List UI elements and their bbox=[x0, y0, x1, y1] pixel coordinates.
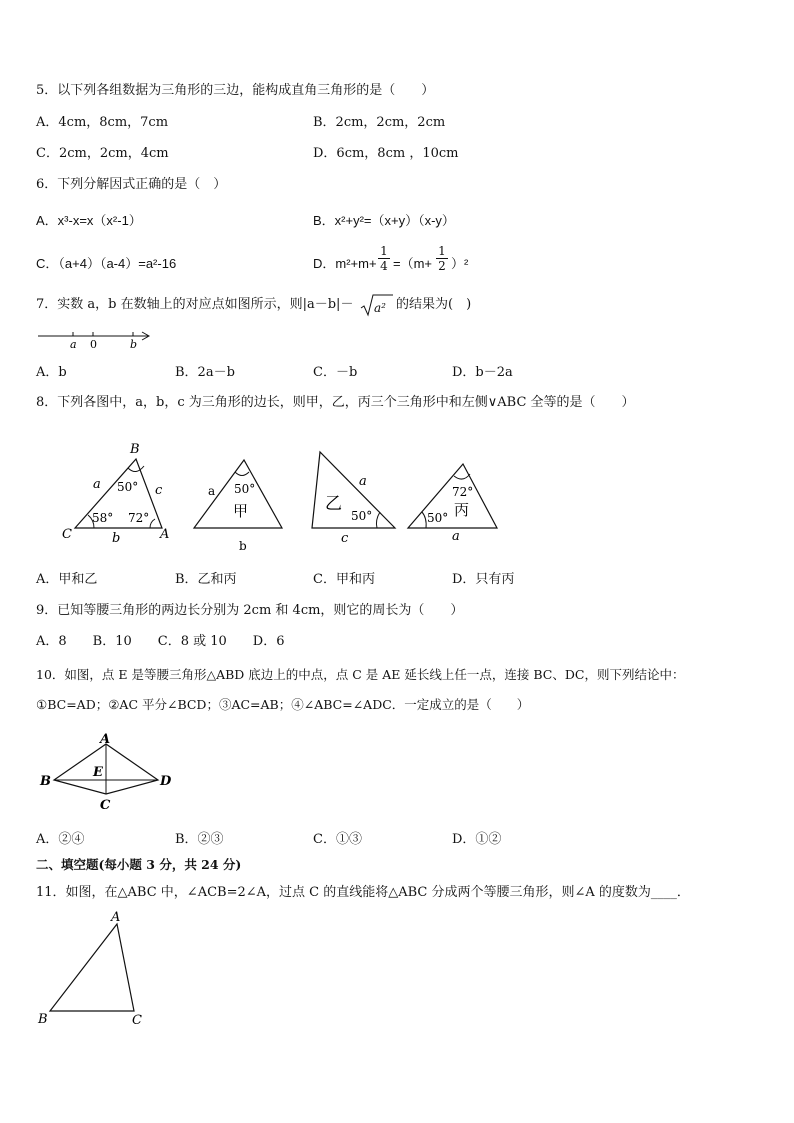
q7-option-c: C．－b bbox=[313, 365, 358, 380]
fraction-numerator: 1 bbox=[438, 244, 446, 258]
triangle-yi bbox=[312, 452, 395, 546]
point-d: D bbox=[160, 774, 172, 789]
bing-label: 丙 bbox=[454, 501, 470, 519]
point-c: C bbox=[132, 1013, 142, 1028]
fraction-numerator: 1 bbox=[380, 244, 388, 258]
yi-side-c: c bbox=[341, 531, 349, 546]
q6-option-a: A．x³-x=x（x²-1） bbox=[36, 213, 142, 228]
q6-stem: 6．下列分解因式正确的是（ ） bbox=[36, 177, 227, 192]
q10-option-b: B．②③ bbox=[175, 832, 224, 847]
side-b: b bbox=[112, 531, 121, 546]
angle-c: 58° bbox=[92, 511, 114, 525]
q6-option-d-prefix: D．m²+m+ bbox=[313, 256, 377, 271]
jia-angle: 50° bbox=[234, 482, 256, 496]
point-b: B bbox=[40, 774, 51, 789]
q10-stem: 10．如图，点 E 是等腰三角形△ABD 底边上的中点，点 C 是 AE 延长线上任一点，连接 BC、DC，则下列结论中： bbox=[36, 667, 685, 682]
q6-option-c: C．（a+4）（a-4）=a²-16 bbox=[36, 256, 177, 271]
section-title-fill-in: 二、填空题(每小题 3 分，共 24 分) bbox=[36, 857, 242, 872]
q5-option-d: D．6cm，8cm ，10cm bbox=[313, 146, 459, 161]
fraction-denominator: 2 bbox=[436, 258, 448, 273]
q5-option-a: A．4cm，8cm，7cm bbox=[36, 115, 169, 130]
q11-stem: 11．如图，在△ABC 中，∠ACB=2∠A，过点 C 的直线能将△ABC 分成两个等腰三角形，则∠A 的度数为____． bbox=[36, 885, 690, 900]
vertex-c: C bbox=[62, 527, 72, 542]
bing-angle-left: 50° bbox=[427, 511, 449, 525]
triangle-jia bbox=[194, 460, 282, 553]
q6-option-b: B．x²+y²=（x+y）（x-y） bbox=[313, 213, 455, 228]
q7-sqrt-body: a² bbox=[374, 301, 386, 315]
point-e: E bbox=[93, 765, 103, 780]
jia-side-a: a bbox=[208, 484, 216, 498]
point-b: B bbox=[38, 1012, 48, 1027]
bing-angle-top: 72° bbox=[452, 485, 474, 499]
point-a: A bbox=[100, 732, 111, 747]
number-line bbox=[36, 328, 156, 352]
bing-side-a: a bbox=[452, 529, 460, 544]
fraction-denominator: 4 bbox=[378, 258, 390, 273]
q9-options: A．8 B．10 C．8 或 10 D．6 bbox=[36, 634, 285, 649]
q7-option-b: B．2a－b bbox=[175, 365, 235, 380]
axis-label-b: b bbox=[130, 338, 138, 351]
axis-label-zero: 0 bbox=[90, 338, 97, 351]
q6-fraction-half bbox=[436, 244, 448, 273]
jia-label: 甲 bbox=[233, 502, 249, 520]
q8-option-b: B．乙和丙 bbox=[175, 572, 237, 587]
vertex-a: A bbox=[160, 527, 170, 542]
q6-fraction-quarter bbox=[378, 244, 390, 273]
q5-option-c: C．2cm，2cm，4cm bbox=[36, 146, 169, 161]
q8-option-a: A．甲和乙 bbox=[36, 572, 98, 587]
point-a: A bbox=[111, 910, 121, 925]
q7-stem-part1: 7．实数 a，b 在数轴上的对应点如图所示，则|a－b|－ bbox=[36, 297, 354, 312]
angle-a: 72° bbox=[128, 511, 150, 525]
q8-triangles-figure bbox=[50, 436, 510, 556]
q10-option-c: C．①③ bbox=[313, 832, 362, 847]
q9-stem: 9．已知等腰三角形的两边长分别为 2cm 和 4cm，则它的周长为（ ） bbox=[36, 603, 464, 618]
q8-option-d: D．只有丙 bbox=[452, 572, 515, 587]
side-c: c bbox=[155, 483, 163, 498]
q5-stem: 5．以下列各组数据为三角形的三边，能构成直角三角形的是（ ） bbox=[36, 83, 435, 98]
q6-option-d-suffix: ）² bbox=[451, 256, 469, 271]
q10-conclusions: ①BC=AD；②AC 平分∠BCD；③AC=AB；④∠ABC=∠ADC．一定成立的是（ ） bbox=[36, 697, 530, 712]
q7-option-d: D．b－2a bbox=[452, 365, 513, 380]
yi-angle: 50° bbox=[351, 509, 373, 523]
q11-figure bbox=[36, 908, 156, 1033]
vertex-b: B bbox=[130, 442, 140, 457]
yi-label: 乙 bbox=[325, 494, 342, 514]
q10-option-a: A．②④ bbox=[36, 832, 85, 847]
yi-side-a: a bbox=[359, 474, 367, 489]
axis-label-a: a bbox=[70, 338, 77, 351]
q8-stem: 8．下列各图中，a，b，c 为三角形的边长，则甲，乙，丙三个三角形中和左侧∨ABC 全等的是（ ） bbox=[36, 395, 635, 410]
q5-option-b: B．2cm，2cm，2cm bbox=[313, 115, 446, 130]
q7-stem-part2: 的结果为( ) bbox=[396, 297, 472, 312]
q7-option-a: A．b bbox=[36, 365, 67, 380]
point-c: C bbox=[100, 798, 111, 813]
angle-b: 50° bbox=[117, 480, 139, 494]
q8-option-c: C．甲和丙 bbox=[313, 572, 375, 587]
triangle-abc bbox=[62, 442, 169, 546]
side-a: a bbox=[93, 477, 101, 492]
q6-option-d-mid: =（m+ bbox=[393, 256, 433, 271]
jia-side-b: b bbox=[239, 539, 247, 553]
q10-figure bbox=[36, 728, 176, 816]
q10-option-d: D．①② bbox=[452, 832, 502, 847]
triangle-bing bbox=[408, 464, 497, 544]
